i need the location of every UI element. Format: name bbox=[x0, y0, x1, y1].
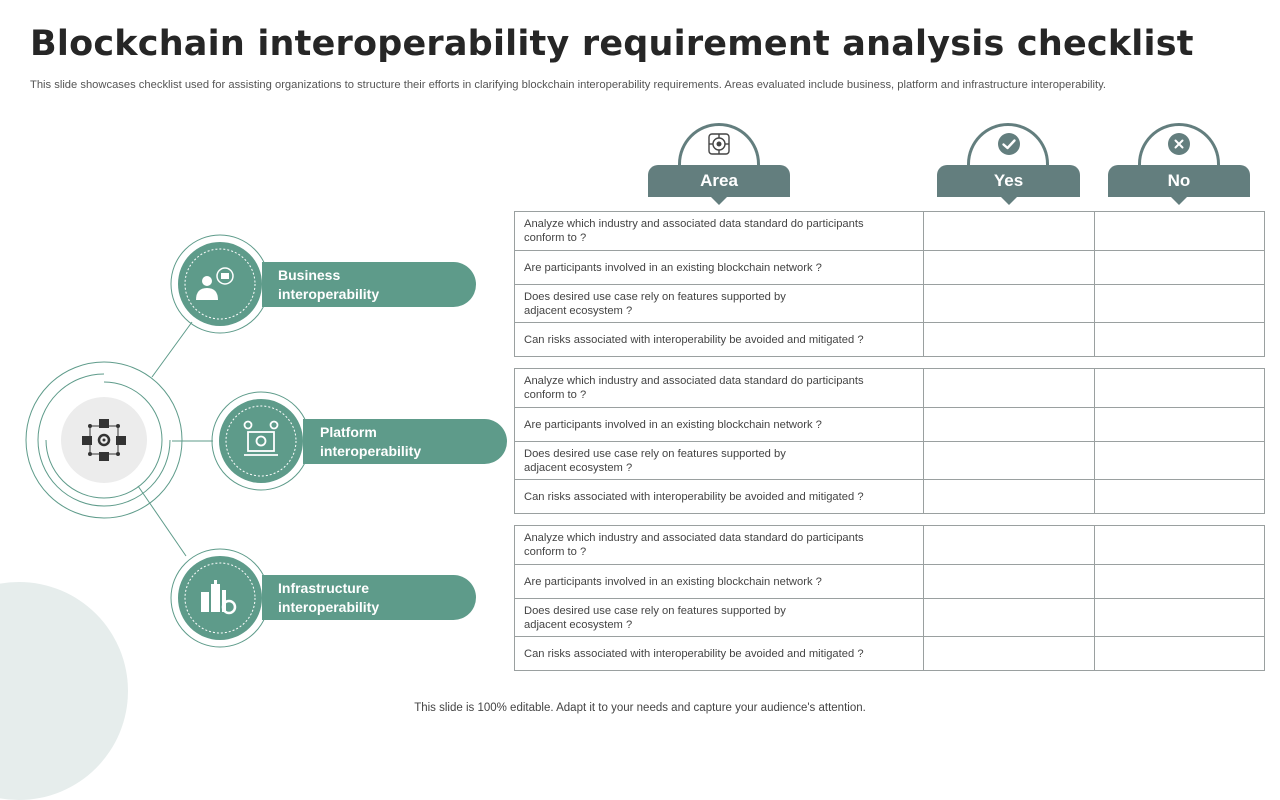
no-cell[interactable] bbox=[1094, 408, 1265, 442]
checklist-row bbox=[515, 285, 1265, 323]
yes-cell[interactable] bbox=[924, 565, 1094, 599]
checklist-business bbox=[514, 211, 1265, 357]
yes-cell[interactable] bbox=[924, 480, 1094, 514]
header-no-label: No bbox=[1167, 171, 1191, 190]
checklist-row bbox=[515, 369, 1265, 408]
question-cell: Can risks associated with interoperability be avoided and mitigated ? bbox=[515, 323, 924, 357]
checklist-platform bbox=[514, 368, 1265, 514]
checklist-row bbox=[515, 408, 1265, 442]
header-no bbox=[1108, 165, 1250, 197]
no-cell[interactable] bbox=[1094, 323, 1265, 357]
yes-cell[interactable] bbox=[924, 369, 1094, 408]
category-business-line2: interoperability bbox=[278, 285, 380, 302]
category-platform-line1: Platform bbox=[320, 423, 377, 440]
no-cell[interactable] bbox=[1094, 565, 1265, 599]
yes-cell[interactable] bbox=[924, 408, 1094, 442]
no-cell[interactable] bbox=[1094, 480, 1265, 514]
checklist-infrastructure bbox=[514, 525, 1265, 671]
category-business-line1: Business bbox=[278, 266, 341, 283]
header-yes-label: Yes bbox=[993, 171, 1024, 190]
checklist-row bbox=[515, 599, 1265, 637]
page-subtitle: This slide showcases checklist used for assisting organizations to structure their efforts in clarifying blockchain interoperability requirements. Areas evaluated include business, platform and infrastructure interoperability. bbox=[30, 79, 1106, 91]
yes-cell[interactable] bbox=[924, 285, 1094, 323]
header-area bbox=[648, 165, 790, 197]
question-cell: Analyze which industry and associated data standard do participants conform to ? bbox=[515, 212, 924, 251]
question-cell: Does desired use case rely on features supported by adjacent ecosystem ? bbox=[515, 285, 924, 323]
footer-note: This slide is 100% editable. Adapt it to your needs and capture your audience's attention. bbox=[414, 702, 866, 714]
no-cell[interactable] bbox=[1094, 442, 1265, 480]
no-cell[interactable] bbox=[1094, 526, 1265, 565]
checklist-row bbox=[515, 526, 1265, 565]
question-cell: Does desired use case rely on features supported by adjacent ecosystem ? bbox=[515, 599, 924, 637]
hub-diagram bbox=[0, 0, 520, 660]
yes-cell[interactable] bbox=[924, 637, 1094, 671]
no-cell[interactable] bbox=[1094, 369, 1265, 408]
yes-cell[interactable] bbox=[924, 212, 1094, 251]
target-icon bbox=[707, 132, 731, 156]
question-cell: Can risks associated with interoperability be avoided and mitigated ? bbox=[515, 637, 924, 671]
checklist-row bbox=[515, 565, 1265, 599]
yes-cell[interactable] bbox=[924, 442, 1094, 480]
category-platform-line2: interoperability bbox=[320, 442, 422, 459]
question-cell: Are participants involved in an existing blockchain network ? bbox=[515, 251, 924, 285]
header-area-label: Area bbox=[700, 171, 738, 190]
category-infrastructure-line2: interoperability bbox=[278, 598, 380, 615]
no-cell[interactable] bbox=[1094, 637, 1265, 671]
question-cell: Does desired use case rely on features supported by adjacent ecosystem ? bbox=[515, 442, 924, 480]
category-platform bbox=[303, 419, 507, 464]
category-infrastructure-line1: Infrastructure bbox=[278, 579, 370, 596]
checklist-row bbox=[515, 212, 1265, 251]
blockchain-cubes-icon bbox=[82, 419, 126, 461]
category-business bbox=[262, 262, 476, 307]
no-cell[interactable] bbox=[1094, 285, 1265, 323]
checklist-row bbox=[515, 251, 1265, 285]
no-cell[interactable] bbox=[1094, 212, 1265, 251]
question-cell: Can risks associated with interoperability be avoided and mitigated ? bbox=[515, 480, 924, 514]
checklist-row bbox=[515, 323, 1265, 357]
page-title: Blockchain interoperability requirement analysis checklist bbox=[30, 24, 1194, 64]
question-cell: Analyze which industry and associated data standard do participants conform to ? bbox=[515, 369, 924, 408]
category-infrastructure bbox=[262, 575, 476, 620]
no-cell[interactable] bbox=[1094, 251, 1265, 285]
checklist-row bbox=[515, 442, 1265, 480]
check-circle-icon bbox=[997, 132, 1021, 156]
yes-cell[interactable] bbox=[924, 526, 1094, 565]
checklist-row bbox=[515, 480, 1265, 514]
question-cell: Are participants involved in an existing blockchain network ? bbox=[515, 408, 924, 442]
header-yes bbox=[937, 165, 1080, 197]
question-cell: Analyze which industry and associated data standard do participants conform to ? bbox=[515, 526, 924, 565]
yes-cell[interactable] bbox=[924, 323, 1094, 357]
question-cell: Are participants involved in an existing blockchain network ? bbox=[515, 565, 924, 599]
x-circle-icon bbox=[1167, 132, 1191, 156]
yes-cell[interactable] bbox=[924, 251, 1094, 285]
checklist-row bbox=[515, 637, 1265, 671]
yes-cell[interactable] bbox=[924, 599, 1094, 637]
no-cell[interactable] bbox=[1094, 599, 1265, 637]
